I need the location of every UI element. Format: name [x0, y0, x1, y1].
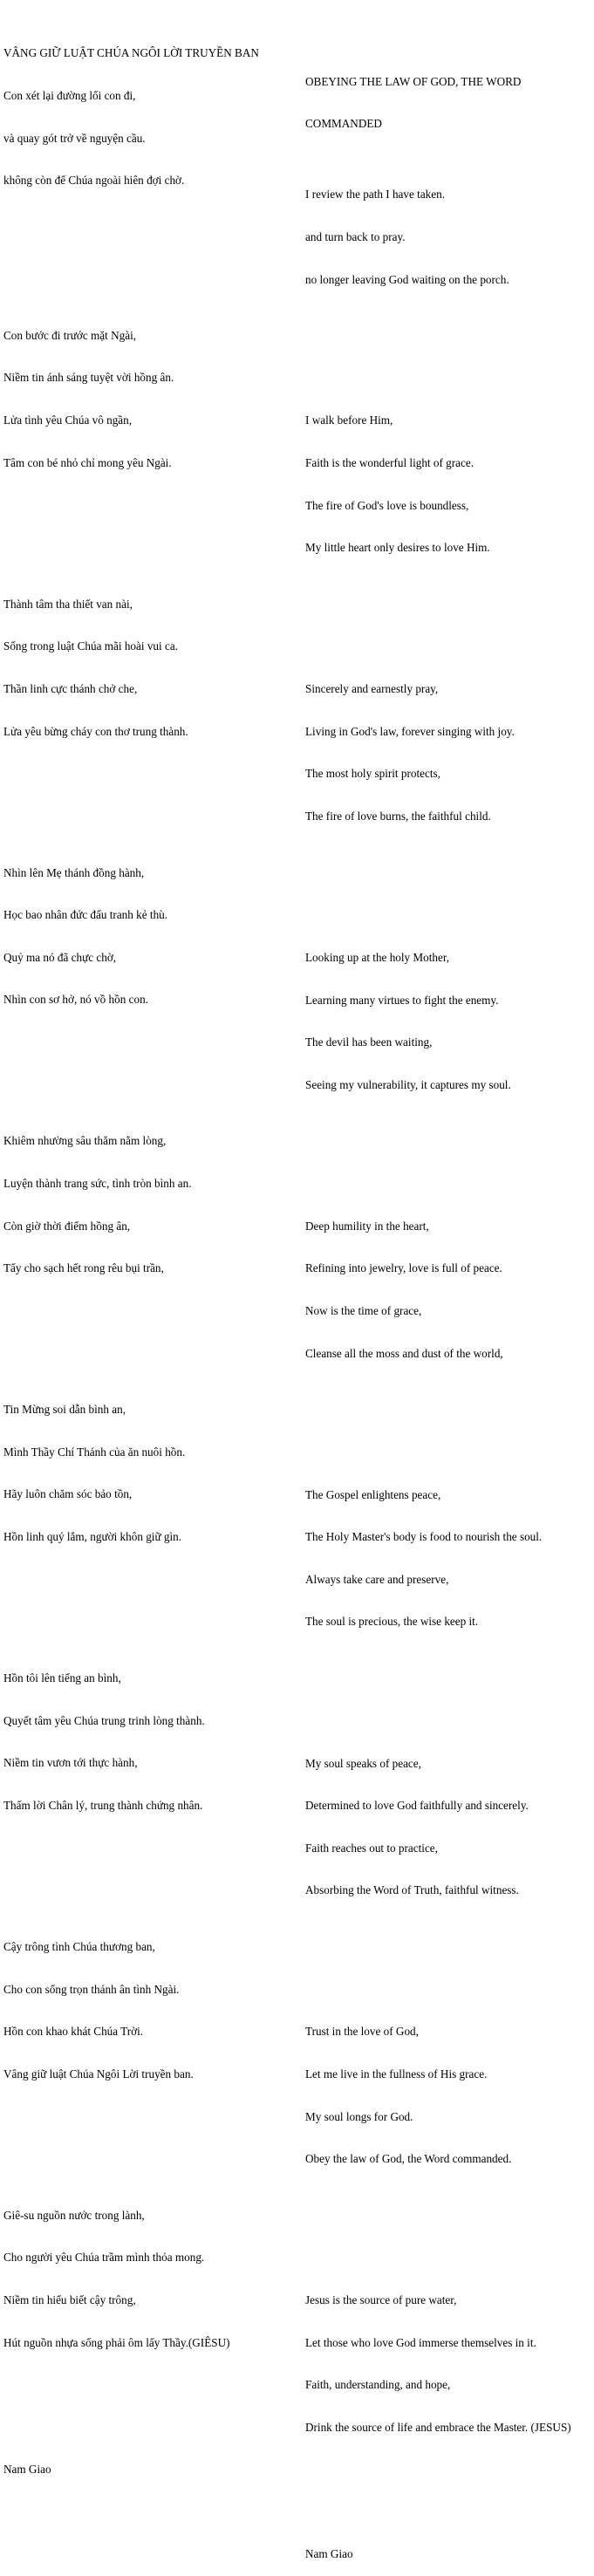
vietnamese-intro-line: không còn để Chúa ngoài hiên đợi chờ. [3, 174, 185, 188]
vietnamese-stanza [3, 1912, 297, 2110]
poem-line: Lửa tình yêu Chúa vô ngần, [3, 413, 133, 427]
english-stanza [305, 1459, 593, 1657]
english-stanza [305, 1728, 593, 1926]
poem-line: Jesus is the source of pure water, [305, 2293, 457, 2307]
poem-line: Thành tâm tha thiết van nài, [3, 597, 133, 611]
poem-line: Thần linh cực thánh chở che, [3, 681, 138, 695]
poem-line: Luyện thành trang sức, tình tròn bình an. [3, 1177, 192, 1190]
vietnamese-stanza [3, 837, 297, 1035]
english-poem-title [305, 46, 593, 160]
poem-line: Niềm tin ánh sáng tuyệt vời hồng ân. [3, 371, 174, 385]
poem-line: Giê-su nguồn nước trong lành, [3, 2208, 145, 2222]
poem-line: Còn giờ thời điểm hồng ân, [3, 1219, 131, 1233]
poem-line: Hồn linh quý lắm, người khôn giữ gìn. [3, 1530, 182, 1544]
poem-line: Refining into jewelry, love is full of peace. [305, 1261, 502, 1275]
poem-line: My little heart only desires to love Him. [305, 541, 490, 555]
english-stanza [305, 654, 593, 852]
vietnamese-intro-line: Con xét lại đường lối con đi, [3, 89, 136, 103]
vietnamese-stanza [3, 1106, 297, 1304]
poem-line: Nhìn con sơ hở, nó vồ hồn con. [3, 993, 148, 1007]
english-title-line: COMMANDED [305, 117, 382, 131]
english-stanza [305, 1191, 593, 1389]
poem-line: The fire of God's love is boundless, [305, 498, 469, 512]
english-intro-line: I review the path I have taken. [305, 188, 446, 202]
poem-line: Niềm tin vươn tới thực hành, [3, 1756, 138, 1770]
poem-line: Faith reaches out to practice, [305, 1841, 438, 1855]
poem-line: The devil has been waiting, [305, 1035, 433, 1049]
english-title-line: OBEYING THE LAW OF GOD, THE WORD [305, 74, 522, 88]
poem-line: Faith, understanding, and hope, [305, 2378, 451, 2392]
poem-line: The soul is precious, the wise keep it. [305, 1615, 479, 1629]
poem-line: Vâng giữ luật Chúa Ngôi Lời truyền ban. [3, 2067, 194, 2081]
poem-line: Cho con sống trọn thánh ân tình Ngài. [3, 1982, 180, 1996]
poem-line: My soul speaks of peace, [305, 1756, 421, 1770]
poem-line: Sincerely and earnestly pray, [305, 682, 439, 696]
poem-line: Quyết tâm yêu Chúa trung trinh lòng thành. [3, 1713, 205, 1727]
author-signature: Nam Giao [305, 2547, 353, 2561]
poem-line: Hồn tôi lên tiếng an bình, [3, 1671, 121, 1685]
poem-line: Cho người yêu Chúa trầm mình thỏa mong. [3, 2251, 205, 2265]
poem-line: Faith is the wonderful light of grace. [305, 455, 475, 469]
poem-line: Looking up at the holy Mother, [305, 950, 450, 964]
english-poem-column [305, 18, 593, 2576]
vietnamese-stanza [3, 300, 297, 498]
poem-line: Con bước đi trước mặt Ngài, [3, 328, 137, 342]
author-signature: Nam Giao [3, 2463, 51, 2477]
poem-line: Lửa yêu bừng cháy con thơ trung thành. [3, 724, 188, 738]
poem-line: Drink the source of life and embrace the Master. (JESUS) [305, 2421, 571, 2435]
poem-line: Seeing my vulnerability, it captures my soul. [305, 1077, 511, 1091]
vietnamese-poem-title: VÂNG GIỮ LUẬT CHÚA NGÔI LỜI TRUYỀN BAN [3, 46, 259, 60]
vietnamese-poem-column [3, 18, 297, 2491]
english-intro-line: and turn back to pray. [305, 230, 406, 244]
poem-line: Khiêm nhường sâu thẳm nằm lòng, [3, 1134, 167, 1148]
poem-line: Tin Mừng soi dẫn bình an, [3, 1403, 126, 1417]
vietnamese-stanza [3, 1643, 297, 1841]
poem-line: Deep humility in the heart, [305, 1219, 429, 1233]
poem-line: I walk before Him, [305, 413, 393, 427]
poem-line: The Gospel enlightens peace, [305, 1487, 441, 1501]
english-stanza [305, 1997, 593, 2195]
poem-line: Mình Thầy Chí Thánh của ăn nuôi hồn. [3, 1445, 186, 1459]
english-stanza [305, 386, 593, 584]
poem-line: Tẩy cho sạch hết rong rêu bụi trần, [3, 1261, 164, 1275]
poem-line: The Holy Master's body is food to nourish the soul. [305, 1530, 543, 1544]
poem-line: Học bao nhân đức đấu tranh kẻ thù. [3, 908, 168, 922]
vietnamese-stanza [3, 569, 297, 767]
poem-line: Now is the time of grace, [305, 1304, 422, 1318]
poem-line: Living in God's law, forever singing with joy. [305, 724, 515, 738]
poem-line: Absorbing the Word of Truth, faithful witness. [305, 1883, 519, 1897]
vietnamese-stanza [3, 1375, 297, 1573]
english-intro-line: no longer leaving God waiting on the porch. [305, 272, 509, 286]
poem-line: Cậy trông tình Chúa thương ban, [3, 1939, 155, 1953]
english-stanza [305, 923, 593, 1121]
vietnamese-stanza [3, 2180, 297, 2378]
poem-line: The fire of love burns, the faithful child. [305, 809, 491, 823]
poem-line: Hồn con khao khát Chúa Trời. [3, 2025, 144, 2039]
poem-line: Nhìn lên Mẹ thánh đồng hành, [3, 865, 145, 879]
poem-line: Trust in the love of God, [305, 2025, 419, 2039]
poem-line: Learning many virtues to fight the enemy. [305, 993, 499, 1007]
poem-line: Tâm con bé nhỏ chỉ mong yêu Ngài. [3, 455, 172, 469]
poem-line: Niềm tin hiểu biết cậy trông, [3, 2292, 136, 2306]
english-stanza [305, 2265, 593, 2463]
poem-line: Let those who love God immerse themselves in it. [305, 2335, 536, 2349]
poem-line: Hãy luôn chăm sóc bảo tồn, [3, 1487, 133, 1501]
poem-line: Determined to love God faithfully and sincerely. [305, 1799, 529, 1813]
vietnamese-intro-line: và quay gót trở về nguyện cầu. [3, 131, 146, 145]
poem-line: Cleanse all the moss and dust of the world, [305, 1346, 503, 1360]
poem-line: The most holy spirit protects, [305, 767, 440, 781]
poem-line: Sống trong luật Chúa mãi hoài vui ca. [3, 639, 178, 653]
poem-line: Always take care and preserve, [305, 1572, 449, 1586]
poem-line: Hút nguồn nhựa sống phải ôm lấy Thầy.(GIÊSU) [3, 2335, 230, 2349]
poem-line: Quỷ ma nó đã chực chờ, [3, 950, 117, 964]
poem-line: My soul longs for God. [305, 2109, 413, 2123]
poem-line: Obey the law of God, the Word commanded. [305, 2152, 512, 2166]
poem-line: Thấm lời Chân lý, trung thành chứng nhân. [3, 1798, 203, 1812]
poem-line: Let me live in the fullness of His grace. [305, 2067, 488, 2081]
